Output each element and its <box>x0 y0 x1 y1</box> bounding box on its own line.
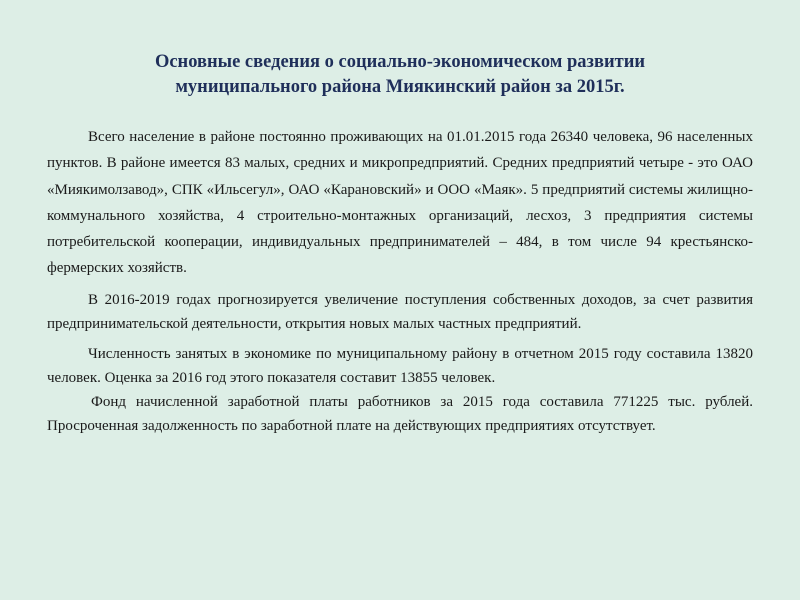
paragraph-wages: Фонд начисленной заработной платы работников за 2015 года составила 771225 тыс. рублей. Просроченная задолженность по заработной плате на действующих предприятиях отсутствует. <box>47 393 753 434</box>
slide-title <box>40 50 760 100</box>
slide-title-line-2: муниципального района Миякинский район за 2015г. <box>175 77 625 97</box>
slide-title-line-1: Основные сведения о социально-экономическом развитии <box>154 52 646 72</box>
paragraph-forecast: В 2016-2019 годах прогнозируется увеличение поступления собственных доходов, за счет развития предпринимательской деятельности, открытия новых малых частных предприятий. <box>47 291 753 332</box>
slide-body <box>47 124 753 438</box>
paragraph-population: Всего население в районе постоянно проживающих на 01.01.2015 года 26340 человека, 96 населенных пунктов. В районе имеется 83 малых, средних и микропредприятий. Средних предприятий четыре - это ОАО «Миякимолзавод», СПК «Ильсегул», ОАО «Карановский» и ООО «Маяк». 5 предприятий системы жилищно-коммунального хозяйства, 4 строительно-монтажных организаций, лесхоз, 3 предприятия системы потребительской кооперации, индивидуальных предпринимателей – 484, в том числе 94 крестьянско-фермерских хозяйств. <box>47 129 753 277</box>
paragraph-employment: Численность занятых в экономике по муниципальному району в отчетном 2015 году составила 13820 человек. Оценка за 2016 год этого показателя составит 13855 человек. <box>47 345 753 386</box>
